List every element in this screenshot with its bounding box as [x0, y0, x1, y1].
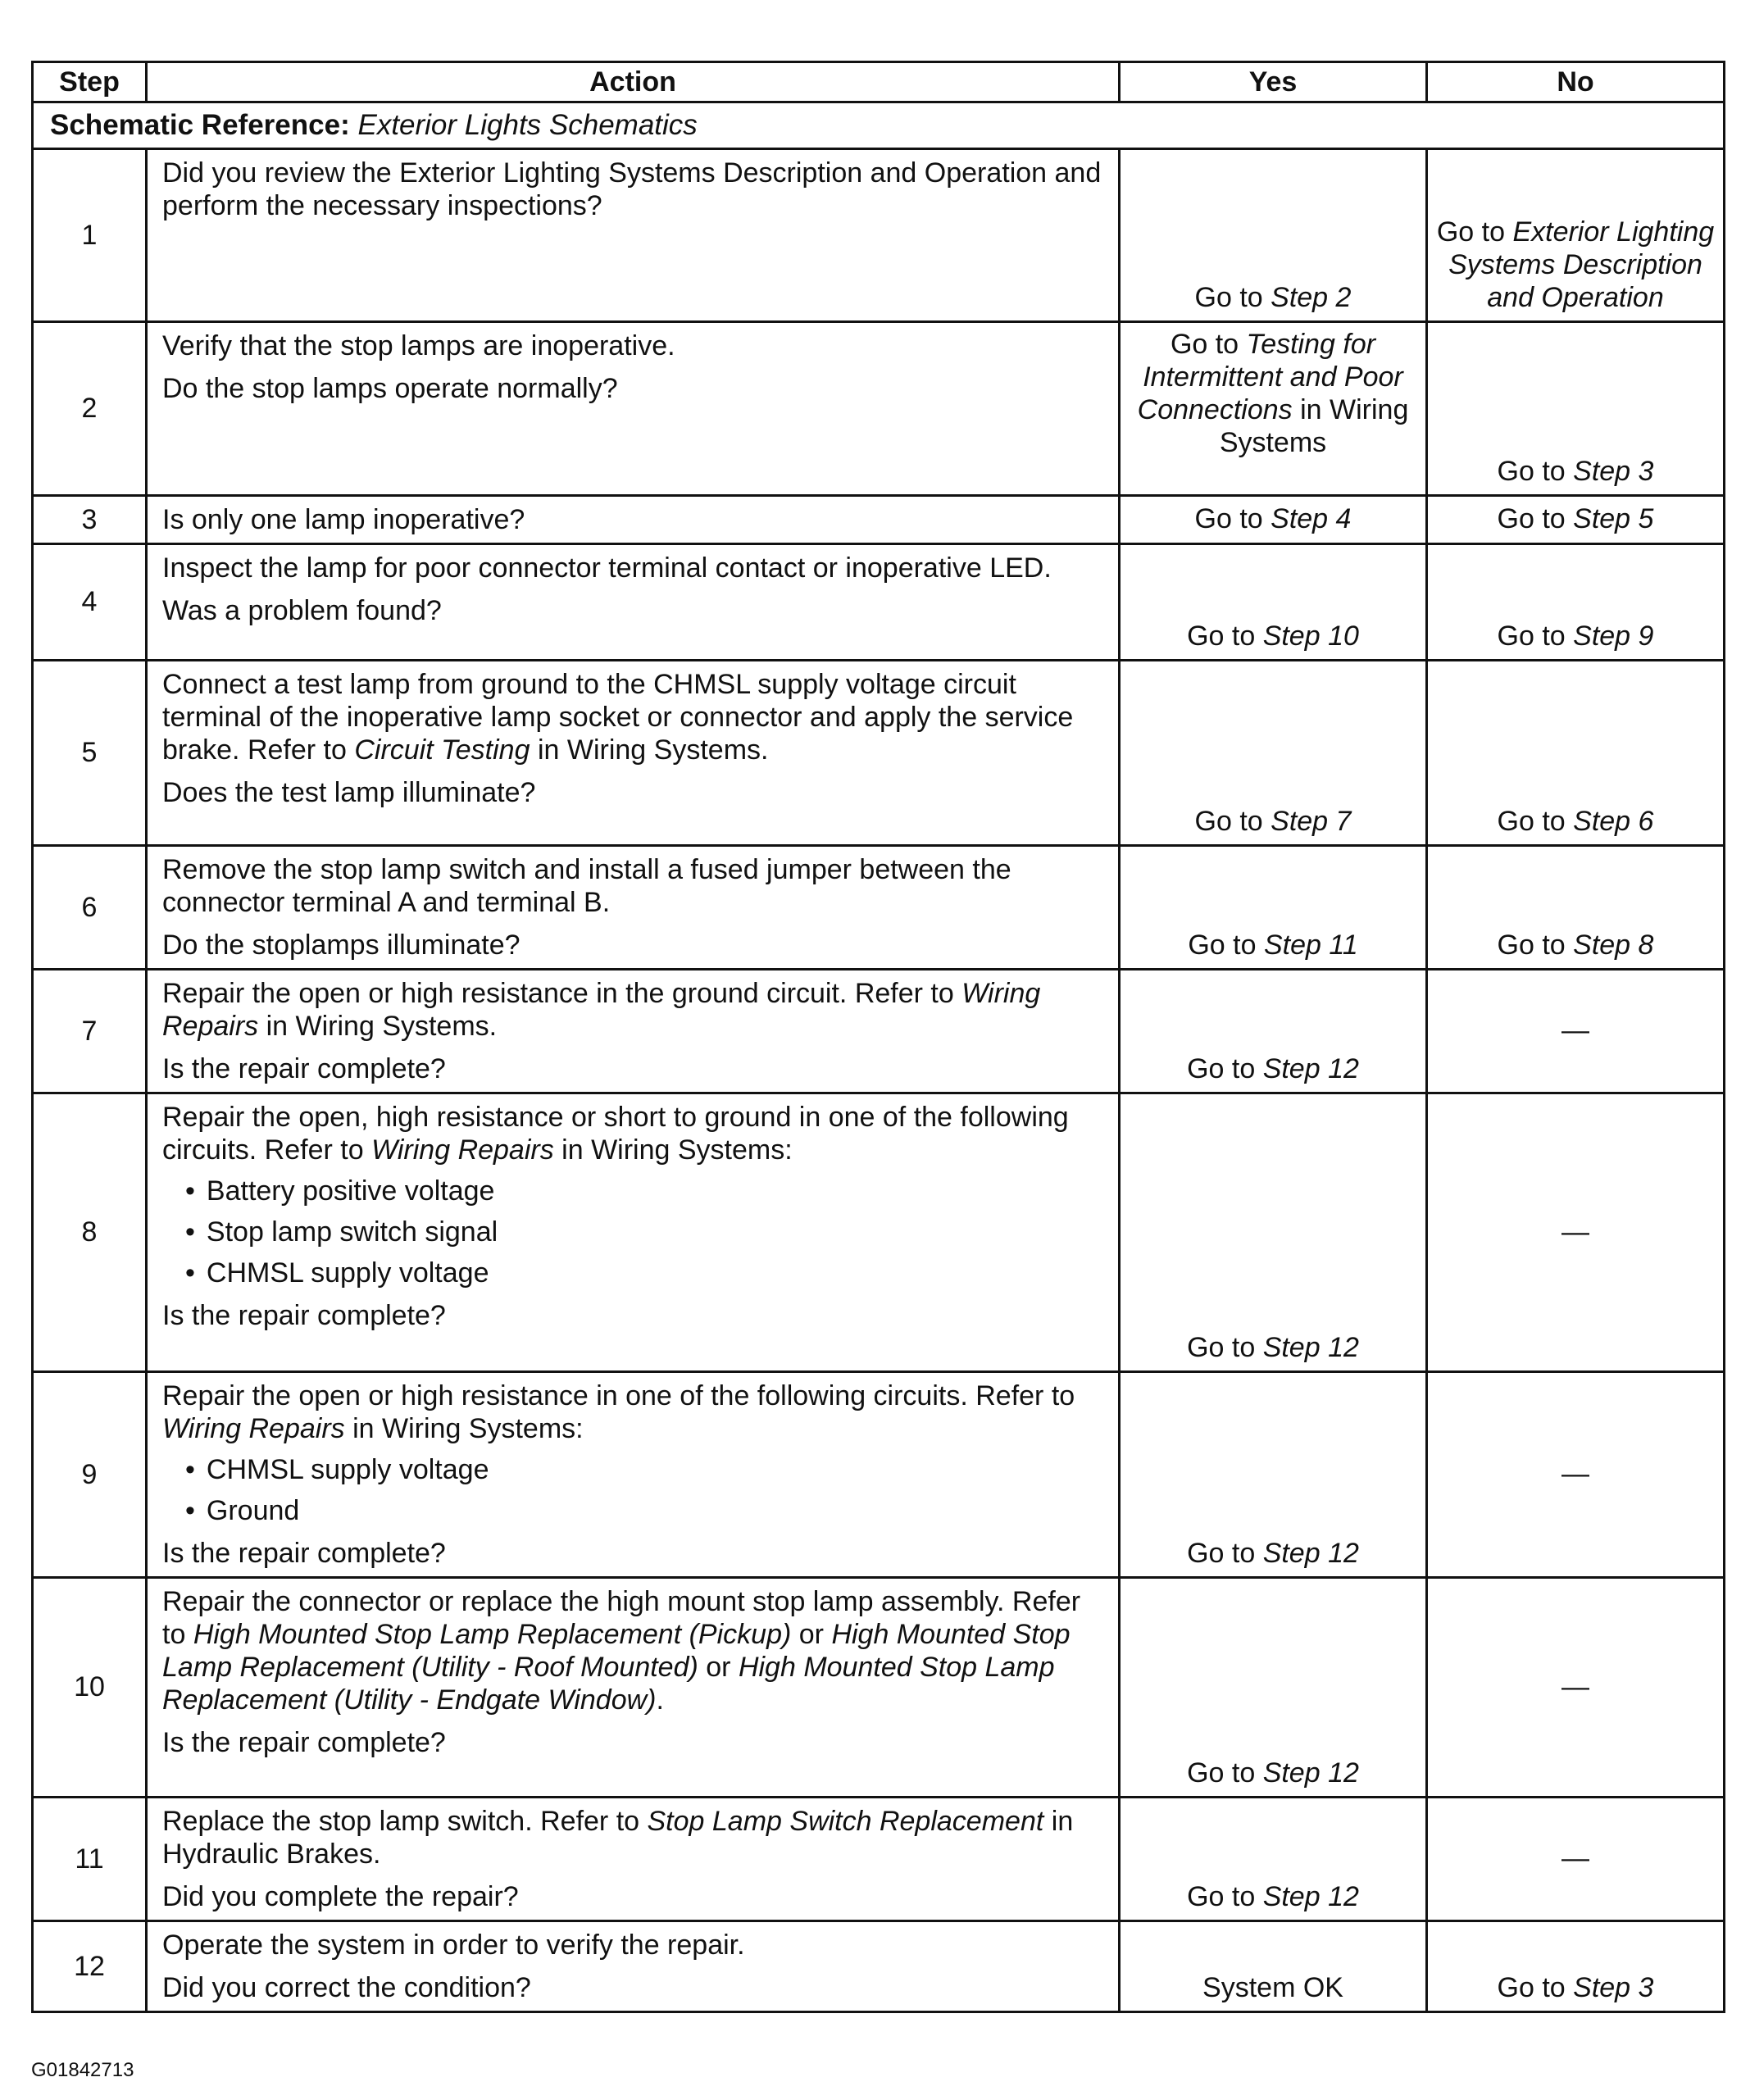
action-reference: Stop Lamp Switch Replacement — [647, 1806, 1044, 1837]
action-instruction — [162, 330, 1105, 362]
result-text: Go to — [1497, 930, 1574, 961]
step-action — [147, 846, 1120, 970]
yes-result — [1120, 661, 1427, 846]
action-instruction — [162, 157, 1105, 222]
step-number: 8 — [33, 1093, 147, 1372]
schematic-reference-value: Exterior Lights Schematics — [357, 109, 698, 141]
step-action — [147, 1372, 1120, 1578]
action-instruction — [162, 503, 1105, 536]
result-dash: — — [1561, 1458, 1589, 1489]
step-number: 6 — [33, 846, 147, 970]
result-dash: — — [1561, 1015, 1589, 1046]
header-no: No — [1427, 62, 1725, 102]
step-number: 12 — [33, 1921, 147, 2012]
action-instruction — [162, 552, 1105, 584]
no-result — [1427, 1093, 1725, 1372]
step-number: 11 — [33, 1798, 147, 1921]
action-text: Replace the stop lamp switch. Refer to — [162, 1806, 648, 1837]
action-reference: Wiring Repairs — [371, 1134, 554, 1166]
list-item: • CHMSL supply voltage — [185, 1257, 1105, 1289]
action-text: Verify that the stop lamps are inoperative. — [162, 330, 675, 361]
action-instruction — [162, 1805, 1105, 1870]
result-reference: Step 12 — [1262, 1332, 1359, 1363]
no-result — [1427, 322, 1725, 496]
step-action — [147, 1921, 1120, 2012]
table-row — [33, 846, 1725, 970]
step-action — [147, 970, 1120, 1093]
list-item: • Stop lamp switch signal — [185, 1216, 1105, 1248]
result-reference: Step 12 — [1262, 1538, 1359, 1569]
yes-result — [1120, 1578, 1427, 1798]
table-row — [33, 496, 1725, 544]
action-instruction — [162, 977, 1105, 1043]
no-result — [1427, 544, 1725, 661]
result-text: in Wiring Systems — [1219, 394, 1409, 458]
list-item: • Battery positive voltage — [185, 1175, 1105, 1207]
table-row — [33, 322, 1725, 496]
result-text: Go to — [1194, 806, 1271, 837]
action-instruction — [162, 668, 1105, 766]
step-number: 10 — [33, 1578, 147, 1798]
action-instruction — [162, 1929, 1105, 1961]
action-text: Connect a test lamp from ground to the CHMSL supply voltage circuit terminal of the inoperative lamp socket or connector and apply the service brake. Refer to — [162, 669, 1074, 766]
step-action — [147, 1798, 1120, 1921]
yes-result — [1120, 496, 1427, 544]
no-result — [1427, 149, 1725, 322]
result-text: Go to — [1497, 806, 1574, 837]
action-question: Was a problem found? — [162, 595, 442, 626]
yes-result — [1120, 846, 1427, 970]
result-reference: Exterior Lighting Systems Description and Operation — [1448, 216, 1715, 313]
step-action — [147, 149, 1120, 322]
table-row — [33, 544, 1725, 661]
action-reference: Wiring Repairs — [162, 1413, 345, 1444]
result-reference: Testing for Intermittent and Poor Connections — [1137, 329, 1403, 425]
action-text: Remove the stop lamp switch and install a fused jumper between the connector terminal A and terminal B. — [162, 854, 1011, 918]
header-action: Action — [147, 62, 1120, 102]
step-number: 3 — [33, 496, 147, 544]
action-text: or — [791, 1619, 832, 1650]
result-text: Go to — [1187, 1332, 1263, 1363]
action-reference: Circuit Testing — [354, 734, 530, 766]
result-reference: Step 12 — [1262, 1053, 1359, 1084]
header-step: Step — [33, 62, 147, 102]
result-reference: Step 5 — [1573, 503, 1654, 534]
action-text: or — [698, 1652, 739, 1683]
action-instruction — [162, 1101, 1105, 1166]
table-row — [33, 970, 1725, 1093]
step-action — [147, 322, 1120, 496]
no-result — [1427, 1372, 1725, 1578]
step-action — [147, 1578, 1120, 1798]
action-text: Repair the open or high resistance in one of the following circuits. Refer to — [162, 1380, 1075, 1411]
action-question: Is the repair complete? — [162, 1053, 446, 1084]
result-text: Go to — [1497, 456, 1574, 487]
yes-result — [1120, 322, 1427, 496]
step-number: 5 — [33, 661, 147, 846]
step-number: 9 — [33, 1372, 147, 1578]
action-reference: Wiring Repairs — [162, 978, 1041, 1042]
result-reference: Step 9 — [1573, 620, 1654, 652]
result-text: Go to — [1497, 1972, 1574, 2003]
list-item: • Ground — [185, 1494, 1105, 1527]
schematic-reference-row — [33, 102, 1725, 149]
action-question: Is the repair complete? — [162, 1300, 446, 1331]
action-text: in Hydraulic Brakes. — [162, 1806, 1074, 1870]
result-dash: — — [1561, 1670, 1589, 1702]
step-number: 7 — [33, 970, 147, 1093]
schematic-reference — [33, 102, 1725, 149]
no-result — [1427, 1578, 1725, 1798]
no-result — [1427, 1798, 1725, 1921]
action-text: in Wiring Systems. — [258, 1011, 498, 1042]
no-result — [1427, 661, 1725, 846]
action-text: Operate the system in order to verify the repair. — [162, 1930, 745, 1961]
no-result — [1427, 970, 1725, 1093]
action-text: Is only one lamp inoperative? — [162, 504, 525, 535]
result-text: Go to — [1170, 329, 1247, 360]
action-text: Did you review the Exterior Lighting Systems Description and Operation and perform the necessary inspections? — [162, 157, 1102, 221]
action-text: in Wiring Systems: — [553, 1134, 793, 1166]
action-text: Inspect the lamp for poor connector terminal contact or inoperative LED. — [162, 552, 1052, 584]
result-text: Go to — [1188, 930, 1264, 961]
yes-result — [1120, 1093, 1427, 1372]
yes-result — [1120, 544, 1427, 661]
action-text: Repair the open, high resistance or short to ground in one of the following circuits. Refer to — [162, 1102, 1069, 1166]
no-result — [1427, 1921, 1725, 2012]
result-reference: Step 3 — [1573, 456, 1654, 487]
step-number: 1 — [33, 149, 147, 322]
table-row — [33, 1798, 1725, 1921]
step-action — [147, 496, 1120, 544]
result-reference: Step 12 — [1262, 1757, 1359, 1789]
header-row — [33, 62, 1725, 102]
result-reference: Step 4 — [1271, 503, 1352, 534]
result-text: Go to — [1187, 620, 1263, 652]
yes-result — [1120, 1798, 1427, 1921]
action-reference: High Mounted Stop Lamp Replacement (Pickup) — [193, 1619, 792, 1650]
result-text: Go to — [1497, 503, 1574, 534]
result-text: Go to — [1187, 1881, 1263, 1912]
table-row — [33, 1578, 1725, 1798]
result-dash: — — [1561, 1216, 1589, 1248]
result-dash: — — [1561, 1843, 1589, 1874]
result-reference: Step 10 — [1262, 620, 1359, 652]
step-number: 4 — [33, 544, 147, 661]
result-reference: Step 7 — [1271, 806, 1352, 837]
circuit-list — [162, 1175, 1105, 1289]
action-question: Is the repair complete? — [162, 1727, 446, 1758]
yes-result — [1120, 970, 1427, 1093]
result-text: Go to — [1194, 282, 1271, 313]
step-action — [147, 544, 1120, 661]
diagnostic-table — [31, 61, 1725, 2013]
step-action — [147, 1093, 1120, 1372]
result-reference: Step 2 — [1271, 282, 1352, 313]
action-instruction — [162, 1380, 1105, 1445]
figure-id: G01842713 — [31, 2059, 134, 2081]
result-text: Go to — [1436, 216, 1513, 248]
action-instruction — [162, 1585, 1105, 1716]
table-row — [33, 1921, 1725, 2012]
no-result — [1427, 846, 1725, 970]
result-text: Go to — [1187, 1053, 1263, 1084]
action-text: in Wiring Systems: — [344, 1413, 584, 1444]
action-question: Did you complete the repair? — [162, 1881, 519, 1912]
result-text: Go to — [1187, 1757, 1263, 1789]
table-row — [33, 1093, 1725, 1372]
circuit-list — [162, 1453, 1105, 1527]
result-text: Go to — [1497, 620, 1574, 652]
yes-result — [1120, 1372, 1427, 1578]
action-text: Repair the connector or replace the high mount stop lamp assembly. Refer to — [162, 1586, 1081, 1650]
result-text: Go to — [1194, 503, 1271, 534]
action-question: Do the stop lamps operate normally? — [162, 373, 618, 404]
action-instruction — [162, 853, 1105, 919]
schematic-reference-label: Schematic Reference: — [50, 109, 350, 141]
yes-result — [1120, 1921, 1427, 2012]
action-text: Repair the open or high resistance in the ground circuit. Refer to — [162, 978, 962, 1009]
step-action — [147, 661, 1120, 846]
action-question: Is the repair complete? — [162, 1538, 446, 1569]
no-result — [1427, 496, 1725, 544]
table-row — [33, 149, 1725, 322]
action-text: . — [656, 1684, 664, 1716]
result-text: Go to — [1187, 1538, 1263, 1569]
action-question: Does the test lamp illuminate? — [162, 777, 536, 808]
result-reference: Step 12 — [1262, 1881, 1359, 1912]
table-row — [33, 1372, 1725, 1578]
action-text: in Wiring Systems. — [530, 734, 769, 766]
result-reference: Step 3 — [1573, 1972, 1654, 2003]
table-row — [33, 661, 1725, 846]
action-reference: High Mounted Stop Lamp Replacement (Utility - Endgate Window) — [162, 1652, 1055, 1716]
header-yes: Yes — [1120, 62, 1427, 102]
action-question: Did you correct the condition? — [162, 1972, 531, 2003]
action-reference: High Mounted Stop Lamp Replacement (Utility - Roof Mounted) — [162, 1619, 1071, 1683]
yes-result — [1120, 149, 1427, 322]
list-item: • CHMSL supply voltage — [185, 1453, 1105, 1486]
result-reference: Step 6 — [1573, 806, 1654, 837]
step-number: 2 — [33, 322, 147, 496]
result-text: System OK — [1202, 1972, 1343, 2003]
result-reference: Step 8 — [1573, 930, 1654, 961]
result-reference: Step 11 — [1263, 930, 1358, 961]
action-question: Do the stoplamps illuminate? — [162, 930, 520, 961]
